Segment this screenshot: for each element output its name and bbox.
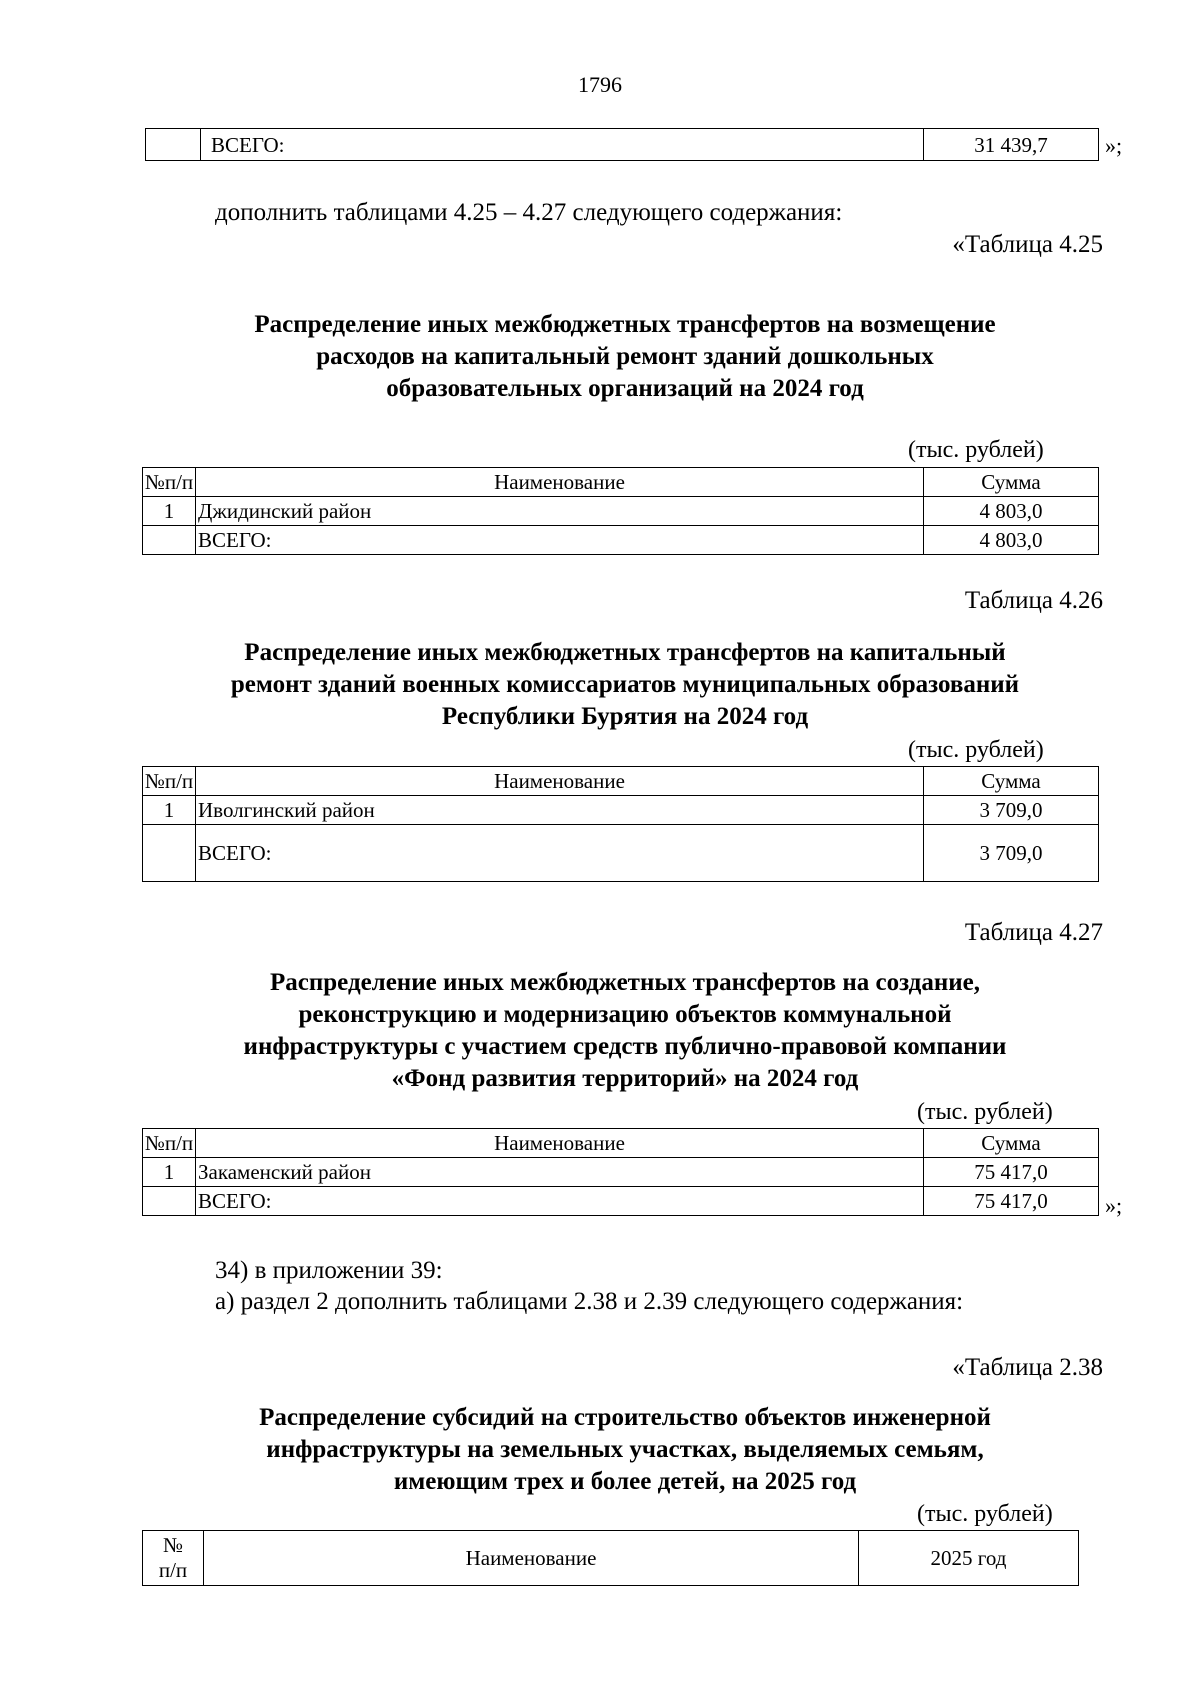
col-header-num: №п/п <box>143 468 196 497</box>
row-sum: 4 803,0 <box>924 497 1099 526</box>
table-2-38-title-line: инфраструктуры на земельных участках, выделяемых семьям, <box>266 1436 984 1463</box>
row-num: 1 <box>143 1158 196 1187</box>
col-header-name: Наименование <box>196 1129 924 1158</box>
prev-table-closing-mark: »; <box>1105 133 1123 158</box>
table-4-25-title <box>140 309 1110 405</box>
table-4-26-units: (тыс. рублей) <box>908 737 1044 763</box>
table-2-38-units: (тыс. рублей) <box>917 1501 1053 1527</box>
col-header-name: Наименование <box>204 1531 859 1586</box>
col-header-sum: Сумма <box>924 1129 1099 1158</box>
intro-text: дополнить таблицами 4.25 – 4.27 следующего содержания: <box>215 199 843 226</box>
table-4-25-title-line: расходов на капитальный ремонт зданий дошкольных <box>316 343 934 370</box>
page-number: 1796 <box>578 72 622 97</box>
prev-table-total-value: 31 439,7 <box>924 129 1099 161</box>
row-name: Закаменский район <box>196 1158 924 1187</box>
col-header-num-line: № <box>162 1533 184 1557</box>
col-header-name: Наименование <box>196 468 924 497</box>
table-4-25-caption: «Таблица 4.25 <box>952 231 1103 258</box>
table-4-26-title-line: Республики Бурятия на 2024 год <box>441 703 809 730</box>
table-4-27-title-line: инфраструктуры с участием средств публично-правовой компании <box>243 1033 1007 1060</box>
table-4-26-title <box>140 637 1110 733</box>
total-label: ВСЕГО: <box>196 526 924 555</box>
col-header-year: 2025 год <box>859 1531 1079 1586</box>
table-row <box>143 497 1099 526</box>
table-4-25-units: (тыс. рублей) <box>908 437 1044 463</box>
total-num-cell <box>143 526 196 555</box>
col-header-sum: Сумма <box>924 767 1099 796</box>
table-4-25-title-line: Распределение иных межбюджетных трансфертов на возмещение <box>254 311 996 338</box>
table-2-38-title <box>140 1402 1110 1498</box>
row-sum: 75 417,0 <box>924 1158 1099 1187</box>
table-row <box>143 796 1099 825</box>
table-4-27-title-line: реконструкцию и модернизацию объектов коммунальной <box>298 1001 952 1028</box>
total-sum: 3 709,0 <box>924 825 1099 882</box>
table-4-27-title-line: Распределение иных межбюджетных трансфертов на создание, <box>270 969 980 996</box>
table-4-26-title-line: ремонт зданий военных комиссариатов муниципальных образований <box>230 671 1020 698</box>
table-4-25-title-line: образовательных организаций на 2024 год <box>386 375 864 402</box>
table-4-27-title <box>140 967 1110 1095</box>
row-name: Иволгинский район <box>196 796 924 825</box>
col-header-name: Наименование <box>196 767 924 796</box>
table-row <box>143 1158 1099 1187</box>
table-4-26 <box>142 766 1099 882</box>
table-total-row <box>143 1187 1099 1216</box>
table-4-27-closing-mark: »; <box>1105 1193 1123 1218</box>
table-total-row <box>143 526 1099 555</box>
table-4-26-title-line: Распределение иных межбюджетных трансфертов на капитальный <box>244 639 1006 666</box>
col-header-num: №п/п <box>143 1129 196 1158</box>
table-total-row <box>143 825 1099 882</box>
col-header-sum: Сумма <box>924 468 1099 497</box>
table-2-38-title-line: имеющим трех и более детей, на 2025 год <box>393 1468 857 1495</box>
table-4-27-title-line: «Фонд развития территорий» на 2024 год <box>391 1065 859 1092</box>
total-label: ВСЕГО: <box>196 1187 924 1216</box>
table-4-27-units: (тыс. рублей) <box>917 1099 1053 1125</box>
col-header-num <box>143 1531 204 1586</box>
total-num-cell <box>143 1187 196 1216</box>
prev-table-num-cell <box>146 129 201 161</box>
table-4-25 <box>142 467 1099 555</box>
total-num-cell <box>143 825 196 882</box>
table-4-26-caption: Таблица 4.26 <box>964 587 1103 614</box>
table-4-27 <box>142 1128 1099 1216</box>
table-2-38-caption: «Таблица 2.38 <box>952 1354 1103 1381</box>
col-header-num-line: п/п <box>158 1558 188 1582</box>
row-num: 1 <box>143 796 196 825</box>
prev-table-tail <box>145 128 1099 161</box>
row-num: 1 <box>143 497 196 526</box>
total-label: ВСЕГО: <box>196 825 924 882</box>
total-sum: 75 417,0 <box>924 1187 1099 1216</box>
table-2-38 <box>142 1530 1079 1586</box>
col-header-num: №п/п <box>143 767 196 796</box>
row-sum: 3 709,0 <box>924 796 1099 825</box>
total-sum: 4 803,0 <box>924 526 1099 555</box>
row-name: Джидинский район <box>196 497 924 526</box>
item-34: 34) в приложении 39: <box>215 1257 443 1284</box>
item-34a: а) раздел 2 дополнить таблицами 2.38 и 2.39 следующего содержания: <box>215 1288 964 1315</box>
table-2-38-title-line: Распределение субсидий на строительство объектов инженерной <box>259 1404 991 1431</box>
prev-table-total-label: ВСЕГО: <box>201 129 924 161</box>
table-4-27-caption: Таблица 4.27 <box>964 919 1103 946</box>
